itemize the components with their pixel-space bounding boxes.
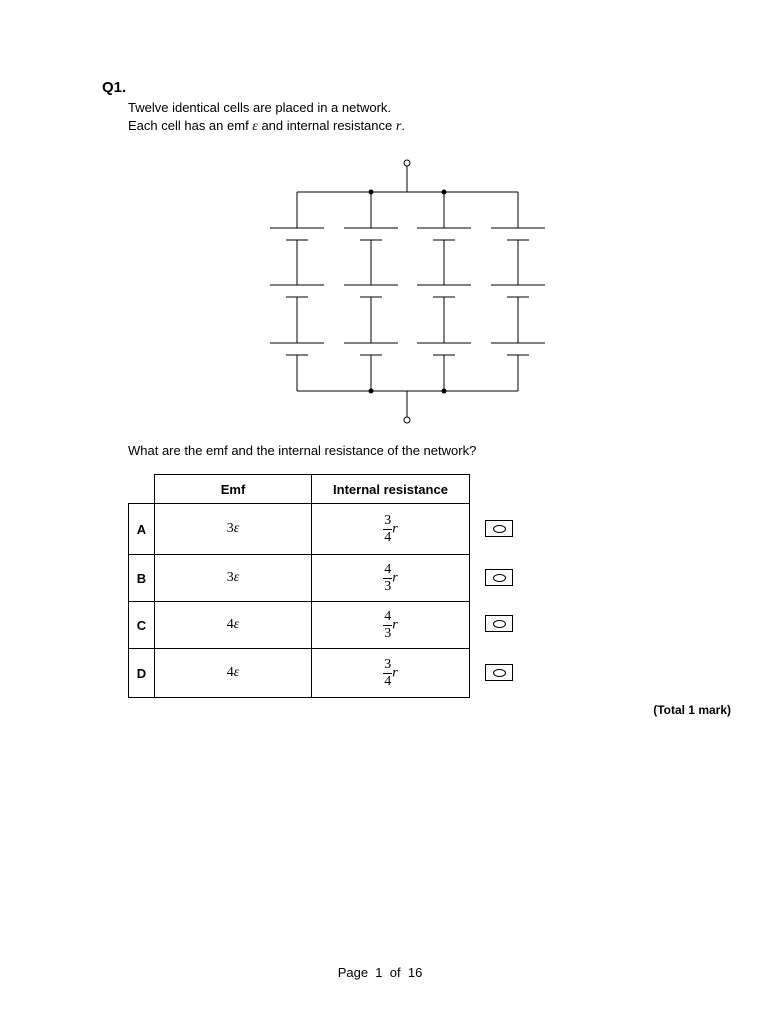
header-emf: Emf (155, 475, 312, 504)
page-label: Page (337, 965, 369, 980)
table-header-row (129, 475, 470, 504)
emf-symbol: ε (233, 521, 240, 536)
total-mark: (Total 1 mark) (653, 703, 731, 717)
junction-dot (369, 389, 374, 394)
branch-2 (344, 192, 398, 391)
resistance-value (312, 555, 470, 602)
branch-4 (491, 192, 545, 391)
answer-oval-icon (493, 525, 506, 533)
emf-value (155, 555, 312, 602)
table-row (129, 555, 470, 602)
fraction-numerator: 3 (384, 512, 392, 528)
fraction-denominator: 3 (384, 578, 392, 594)
resistance-symbol: r (392, 665, 398, 680)
resistance-symbol: r (395, 119, 402, 134)
answer-box-a[interactable] (485, 520, 513, 537)
page-total: 16 (407, 965, 423, 980)
resistance-symbol: r (392, 521, 398, 536)
intro-line-1: Twelve identical cells are placed in a network. (128, 100, 392, 115)
intro-line-2-prefix: Each cell has an emf (128, 118, 253, 133)
page-of-label: of (389, 965, 401, 980)
table-row (129, 649, 470, 698)
emf-coefficient: 3 (226, 570, 234, 585)
row-letter: D (129, 649, 155, 698)
junction-dot (442, 389, 447, 394)
page-number: 1 (375, 965, 383, 980)
answer-box-c[interactable] (485, 615, 513, 632)
answer-box-d[interactable] (485, 664, 513, 681)
answer-oval-icon (493, 574, 506, 582)
table-row (129, 504, 470, 555)
row-letter: A (129, 504, 155, 555)
resistance-symbol: r (392, 570, 398, 585)
emf-value (155, 602, 312, 649)
branch-3 (417, 192, 471, 391)
bottom-terminal (404, 417, 410, 423)
question-prompt: What are the emf and the internal resistance of the network? (128, 443, 477, 458)
cell-network-diagram (260, 155, 560, 430)
emf-value (155, 504, 312, 555)
page-footer (0, 965, 760, 980)
fraction-denominator: 4 (384, 529, 392, 545)
row-letter: B (129, 555, 155, 602)
emf-symbol: ε (233, 665, 240, 680)
answer-oval-icon (493, 669, 506, 677)
resistance-fraction (383, 563, 392, 594)
resistance-fraction (383, 658, 392, 689)
emf-symbol: ε (233, 617, 240, 632)
resistance-fraction (383, 610, 392, 641)
intro-line-2-middle: and internal resistance (257, 118, 396, 133)
fraction-denominator: 4 (384, 673, 392, 689)
branch-1 (270, 192, 324, 391)
emf-coefficient: 4 (226, 665, 234, 680)
resistance-value (312, 649, 470, 698)
answer-table (128, 474, 470, 698)
emf-coefficient: 4 (226, 617, 234, 632)
question-number: Q1. (102, 79, 127, 96)
junction-dot (442, 190, 447, 195)
row-letter: C (129, 602, 155, 649)
fraction-numerator: 4 (384, 608, 392, 624)
intro-line-2-suffix: . (401, 118, 405, 133)
header-internal-resistance: Internal resistance (312, 475, 470, 504)
answer-box-b[interactable] (485, 569, 513, 586)
resistance-fraction (383, 514, 392, 545)
emf-coefficient: 3 (226, 521, 234, 536)
answer-oval-icon (493, 620, 506, 628)
resistance-value (312, 602, 470, 649)
fraction-numerator: 4 (384, 561, 392, 577)
top-terminal (404, 160, 410, 166)
resistance-value (312, 504, 470, 555)
header-blank-cell (129, 475, 155, 504)
table-row (129, 602, 470, 649)
emf-symbol: ε (252, 119, 258, 134)
fraction-denominator: 3 (384, 625, 392, 641)
emf-value (155, 649, 312, 698)
fraction-numerator: 3 (384, 656, 392, 672)
resistance-symbol: r (392, 617, 398, 632)
junction-dot (369, 190, 374, 195)
intro-line-2 (128, 118, 405, 135)
emf-symbol: ε (233, 570, 240, 585)
